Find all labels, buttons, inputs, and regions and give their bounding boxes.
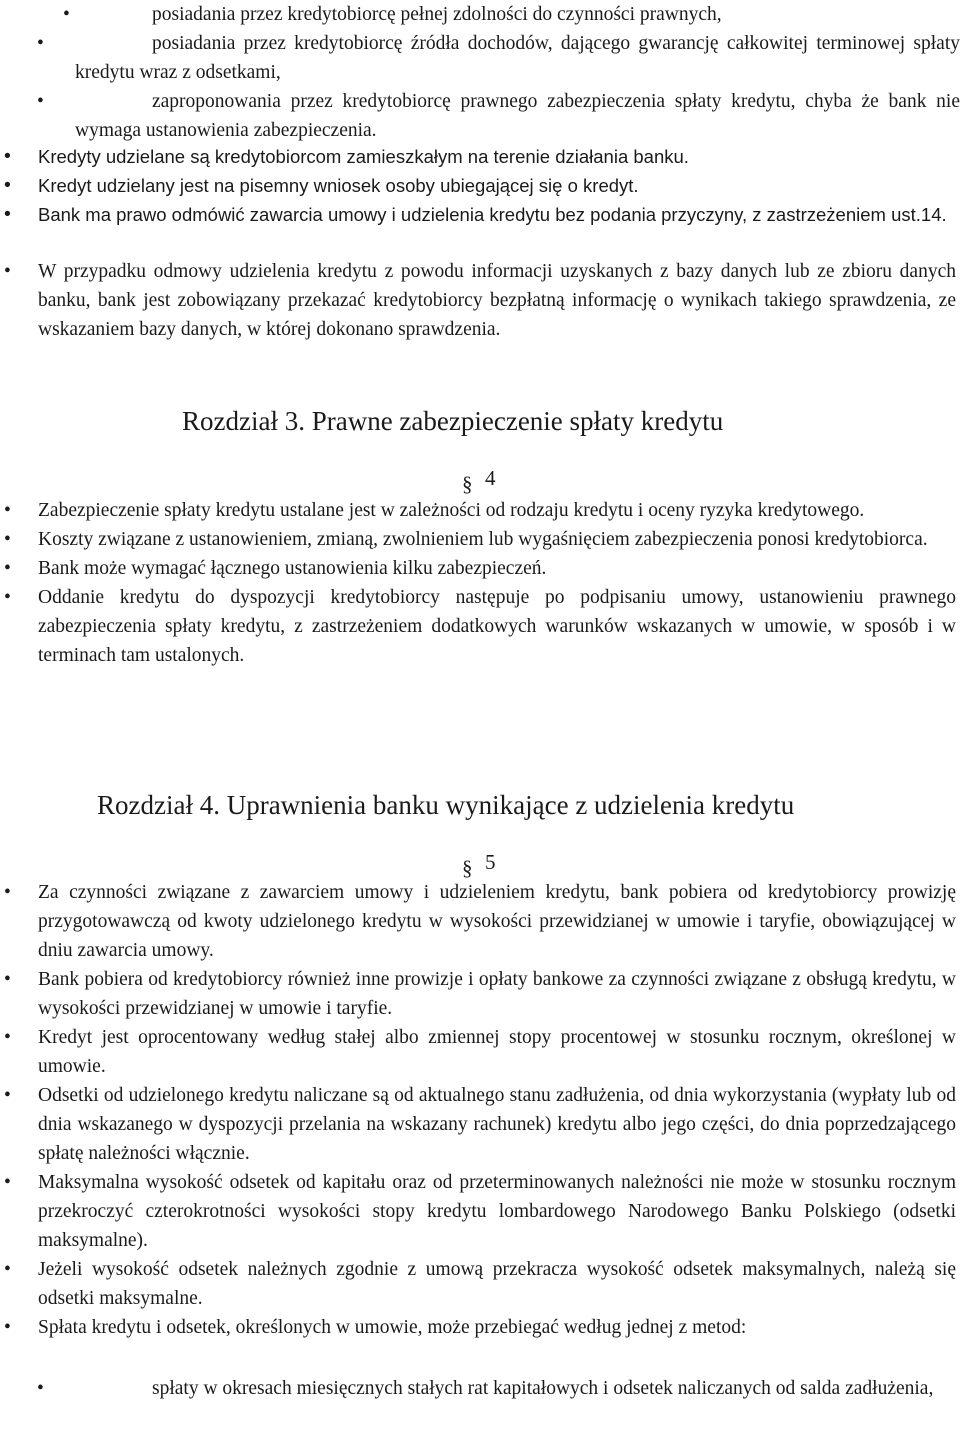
bullet-icon: • [4,587,11,608]
intro-sublist [0,0,960,145]
list-item [0,29,960,87]
list-item [0,87,960,145]
repayment-methods-sublist [0,1374,960,1403]
list-item [0,257,960,344]
list-item [0,1168,960,1255]
bullet-icon: • [4,261,11,282]
bullet-icon: • [4,882,11,903]
bullet-icon: • [4,529,11,550]
bullet-icon: • [37,91,44,112]
bullet-icon: • [4,969,11,990]
list-item [0,1081,960,1168]
list-item-text: spłaty w okresach miesięcznych stałych rat kapitałowych i odsetek naliczanych od salda zadłużenia, [152,1378,934,1399]
chapter-4-heading: Rozdział 4. Uprawnienia banku wynikające z udzielenia kredytu [97,790,795,820]
list-item [0,525,960,554]
list-item [0,583,960,670]
bullet-icon: • [4,558,11,579]
list-item-text: Odsetki od udzielonego kredytu naliczane są od aktualnego stanu zadłużenia, od dnia wykorzystania (wypłaty lub od dnia wskazanego w dyspozycji przelania na wskazany rachunek) kredytu albo jego części, do dnia poprzedzającego spłatę należności włącznie. [38,1085,956,1164]
list-item-text: Bank ma prawo odmówić zawarcia umowy i udzielenia kredytu bez podania przyczyny, z zastrzeżeniem ust.14. [38,204,947,225]
list-item-text: zaproponowania przez kredytobiorcę prawnego zabezpieczenia spłaty kredytu, chyba że bank nie wymaga ustanowienia zabezpieczenia. [75,91,960,141]
list-item-text: Oddanie kredytu do dyspozycji kredytobiorcy następuje po podpisaniu umowy, ustanowieniu prawnego zabezpieczenia spłaty kredytu, z zastrzeżeniem dodatkowych warunków wskazanych w umowie, w sposób i w terminach tam ustalonych. [38,587,956,666]
bullet-icon: • [4,1172,11,1193]
list-item [0,171,960,200]
list-item [0,496,960,525]
list-item [0,0,960,29]
loan-rules-list [0,142,960,229]
bullet-icon: • [4,1085,11,1106]
bullet-icon: • [4,145,11,167]
loan-refusal-list [0,257,960,344]
list-item-text: Zabezpieczenie spłaty kredytu ustalane jest w zależności od rodzaju kredytu i oceny ryzyka kredytowego. [38,500,865,521]
list-item [0,1374,960,1403]
list-item-text: Kredyt jest oprocentowany według stałej albo zmiennej stopy procentowej w stosunku rocznym, określonej w umowie. [38,1027,956,1077]
bullet-icon: • [4,174,11,196]
section-mark: § [462,856,473,880]
list-item [0,1255,960,1313]
list-item [0,878,960,965]
list-item-text: W przypadku odmowy udzielenia kredytu z powodu informacji uzyskanych z bazy danych lub ze zbioru danych banku, bank jest zobowiązany przekazać kredytobiorcy bezpłatną informację o wynikach takiego sprawdzenia, ze wskazaniem bazy danych, w której dokonano sprawdzenia. [38,261,956,340]
list-item [0,965,960,1023]
bullet-icon: • [4,1259,11,1280]
section-number: 4 [485,466,496,490]
list-item-text: Kredyt udzielany jest na pisemny wniosek osoby ubiegającej się o kredyt. [38,175,639,196]
bullet-icon: • [37,33,44,54]
list-item-text: posiadania przez kredytobiorcę pełnej zdolności do czynności prawnych, [152,4,722,25]
bank-rights-list [0,878,960,1342]
list-item-text: posiadania przez kredytobiorcę źródła dochodów, dającego gwarancję całkowitej terminowej spłaty kredytu wraz z odsetkami, [75,33,960,83]
bullet-icon: • [37,1378,44,1399]
list-item-text: Spłata kredytu i odsetek, określonych w umowie, może przebiegać według jednej z metod: [38,1317,747,1338]
list-item [0,142,960,171]
list-item [0,554,960,583]
list-item-text: Jeżeli wysokość odsetek należnych zgodnie z umową przekracza wysokość odsetek maksymalnych, należą się odsetki maksymalne. [38,1259,956,1309]
collateral-list [0,496,960,670]
list-item-text: Bank może wymagać łącznego ustanowienia kilku zabezpieczeń. [38,558,547,579]
list-item [0,200,960,229]
list-item-text: Za czynności związane z zawarciem umowy i udzieleniem kredytu, bank pobiera od kredytobiorcy prowizję przygotowawczą od kwoty udzielonego kredytu w wysokości przewidzianej w umowie i taryfie, obowiązującej w dniu zawarcia umowy. [38,882,956,961]
list-item-text: Bank pobiera od kredytobiorcy również inne prowizje i opłaty bankowe za czynności związane z obsługą kredytu, w wysokości przewidzianej w umowie i taryfie. [38,969,956,1019]
list-item-text: Koszty związane z ustanowieniem, zmianą, zwolnieniem lub wygaśnięciem zabezpieczenia ponosi kredytobiorca. [38,529,928,550]
list-item-text: Maksymalna wysokość odsetek od kapitału oraz od przeterminowanych należności nie może w stosunku rocznym przekroczyć czterokrotności wysokości stopy kredytu lombardowego Narodowego Banku Polskiego (odsetki maksymalne). [38,1172,956,1251]
list-item [0,1023,960,1081]
bullet-icon: • [4,1027,11,1048]
bullet-icon: • [63,4,70,25]
list-item [0,1313,960,1342]
list-item-text: Kredyty udzielane są kredytobiorcom zamieszkałym na terenie działania banku. [38,146,689,167]
bullet-icon: • [4,1317,11,1338]
bullet-icon: • [4,500,11,521]
section-number: 5 [485,850,496,874]
chapter-3-heading: Rozdział 3. Prawne zabezpieczenie spłaty kredytu [182,406,724,436]
section-mark: § [462,472,473,496]
bullet-icon: • [4,203,11,225]
